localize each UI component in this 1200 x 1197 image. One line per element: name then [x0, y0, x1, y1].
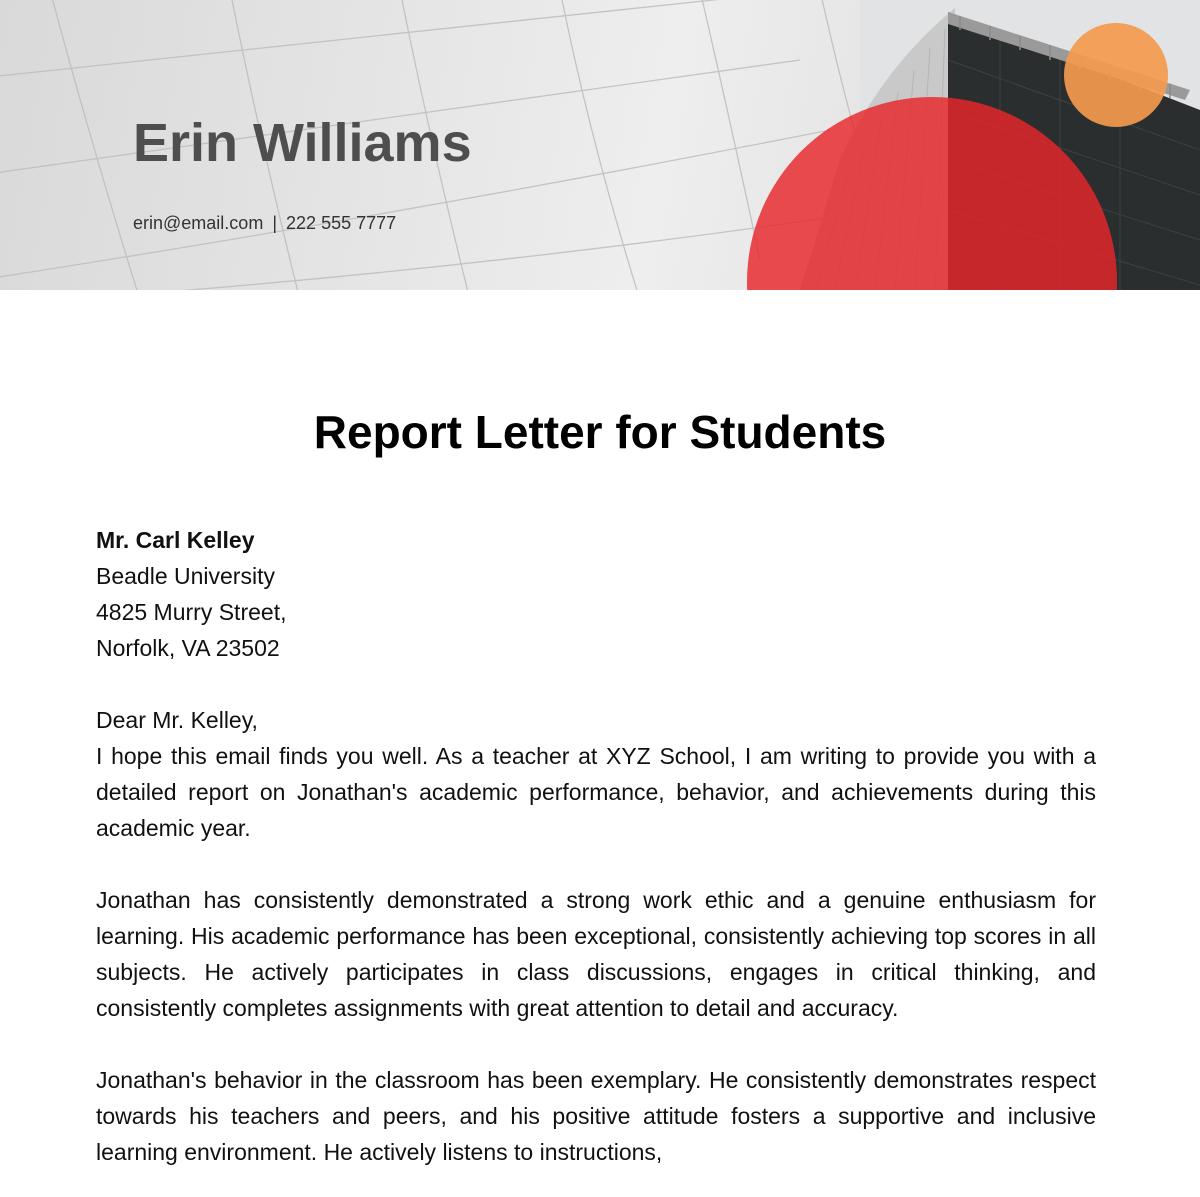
recipient-block — [96, 522, 1096, 666]
contact-separator: | — [272, 213, 278, 233]
sender-contact — [133, 213, 396, 234]
salutation: Dear Mr. Kelley, — [96, 707, 258, 733]
letter-body — [96, 522, 1096, 1170]
sender-name: Erin Williams — [133, 113, 472, 173]
header-banner — [0, 0, 1200, 290]
letter-paragraph: I hope this email finds you well. As a teacher at XYZ School, I am writing to provide you with a detailed report on Jonathan's academic performance, behavior, and achievements during this academic year. — [96, 743, 1096, 841]
recipient-city: Norfolk, VA 23502 — [96, 635, 280, 661]
letter-paragraph: Jonathan has consistently demonstrated a strong work ethic and a genuine enthusiasm for learning. His academic performance has been exceptional, consistently achieving top scores in all subjects. He actively participates in class discussions, engages in critical thinking, and consistently completes assignments with great attention to detail and accuracy. — [96, 887, 1096, 1021]
document-title: Report Letter for Students — [313, 406, 887, 458]
sender-phone: 222 555 7777 — [286, 213, 397, 233]
recipient-name: Mr. Carl Kelley — [96, 527, 255, 553]
recipient-organization: Beadle University — [96, 563, 275, 589]
letter-paragraph: Jonathan's behavior in the classroom has been exemplary. He consistently demonstrates respect towards his teachers and peers, and his positive attitude fosters a supportive and inclusive learning environment. He actively listens to instructions, — [96, 1067, 1096, 1165]
sender-email[interactable]: erin@email.com — [133, 213, 264, 233]
recipient-street: 4825 Murry Street, — [96, 599, 287, 625]
orange-circle-decoration — [1064, 23, 1168, 127]
